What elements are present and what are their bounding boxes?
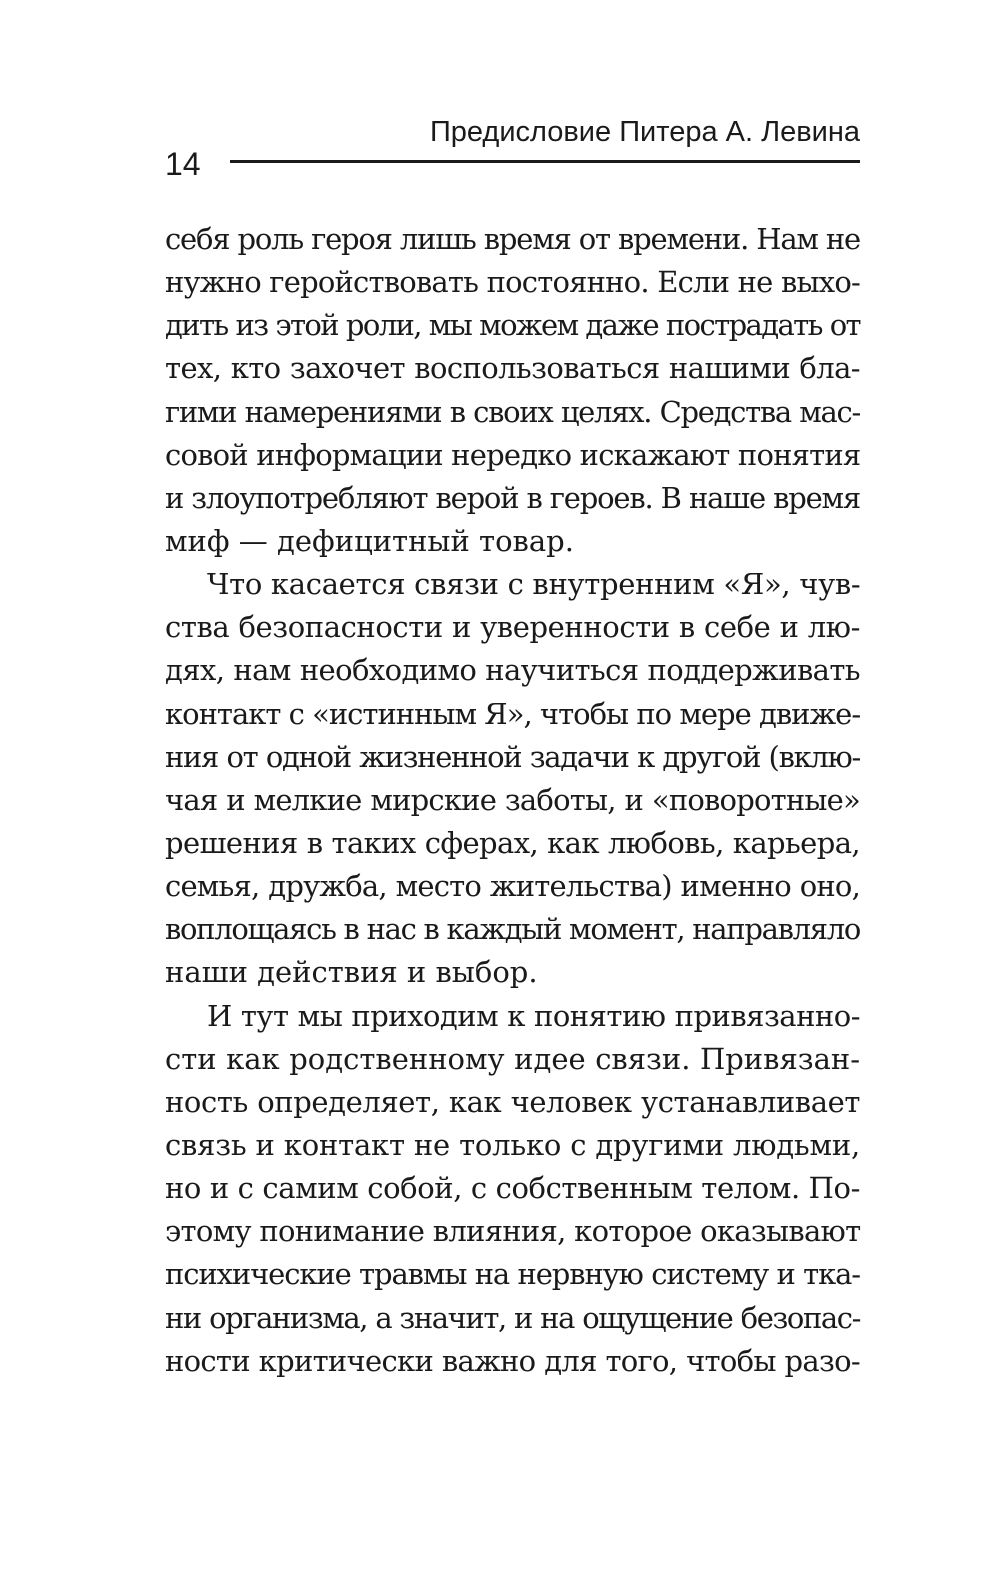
paragraph-1 [165,218,860,563]
text-line: семья, дружба, место жительства) именно оно, [165,869,860,904]
text-line: дях, нам необходимо научиться поддерживать [165,653,860,688]
text-line: контакт с «истинным Я», чтобы по мере движе- [165,696,861,731]
text-line: связь и контакт не только с другими людьми, [165,1127,860,1162]
page-number: 14 [165,146,201,182]
body-text [165,218,860,1383]
paragraph-2 [165,563,860,994]
text-line: чая и мелкие мирские заботы, и «поворотные» [165,782,860,817]
text-line: но и с самим собой, с собственным телом. По- [165,1171,860,1206]
text-line: и злоупотребляют верой в героев. В наше время [165,480,860,515]
header-rule [230,160,860,163]
text-line: тех, кто захочет воспользоваться нашими бла- [165,351,860,386]
text-line: дить из этой роли, мы можем даже пострадать от [165,308,860,343]
text-line: нужно геройствовать постоянно. Если не выхо- [165,265,860,300]
text-line: ни организма, а значит, и на ощущение безопас- [165,1300,860,1335]
text-line: миф — дефицитный товар. [165,523,574,558]
text-line: И тут мы приходим к понятию привязанно- [207,998,860,1033]
text-line: Что касается связи с внутренним «Я», чув- [207,567,861,602]
text-line: ность определяет, как человек устанавливает [165,1084,860,1119]
text-line: воплощаясь в нас в каждый момент, направляло [165,912,860,947]
running-title: Предисловие Питера А. Левина [429,116,860,148]
text-line: наши действия и выбор. [165,955,538,990]
text-line: сти как родственному идее связи. Привязан- [165,1041,860,1076]
paragraph-3 [165,995,860,1383]
text-line: себя роль героя лишь время от времени. Нам не [165,222,860,256]
text-line: ности критически важно для того, чтобы разо- [165,1343,860,1378]
text-line: этому понимание влияния, которое оказывают [165,1214,861,1249]
text-line: решения в таких сферах, как любовь, карьера, [165,825,860,860]
text-line: гими намерениями в своих целях. Средства мас- [165,394,860,429]
text-line: психические травмы на нервную систему и тка- [165,1257,860,1292]
text-line: совой информации нередко искажают понятия [165,437,861,472]
text-line: ства безопасности и уверенности в себе и лю- [165,610,860,645]
text-line: ния от одной жизненной задачи к другой (вклю- [165,739,860,774]
